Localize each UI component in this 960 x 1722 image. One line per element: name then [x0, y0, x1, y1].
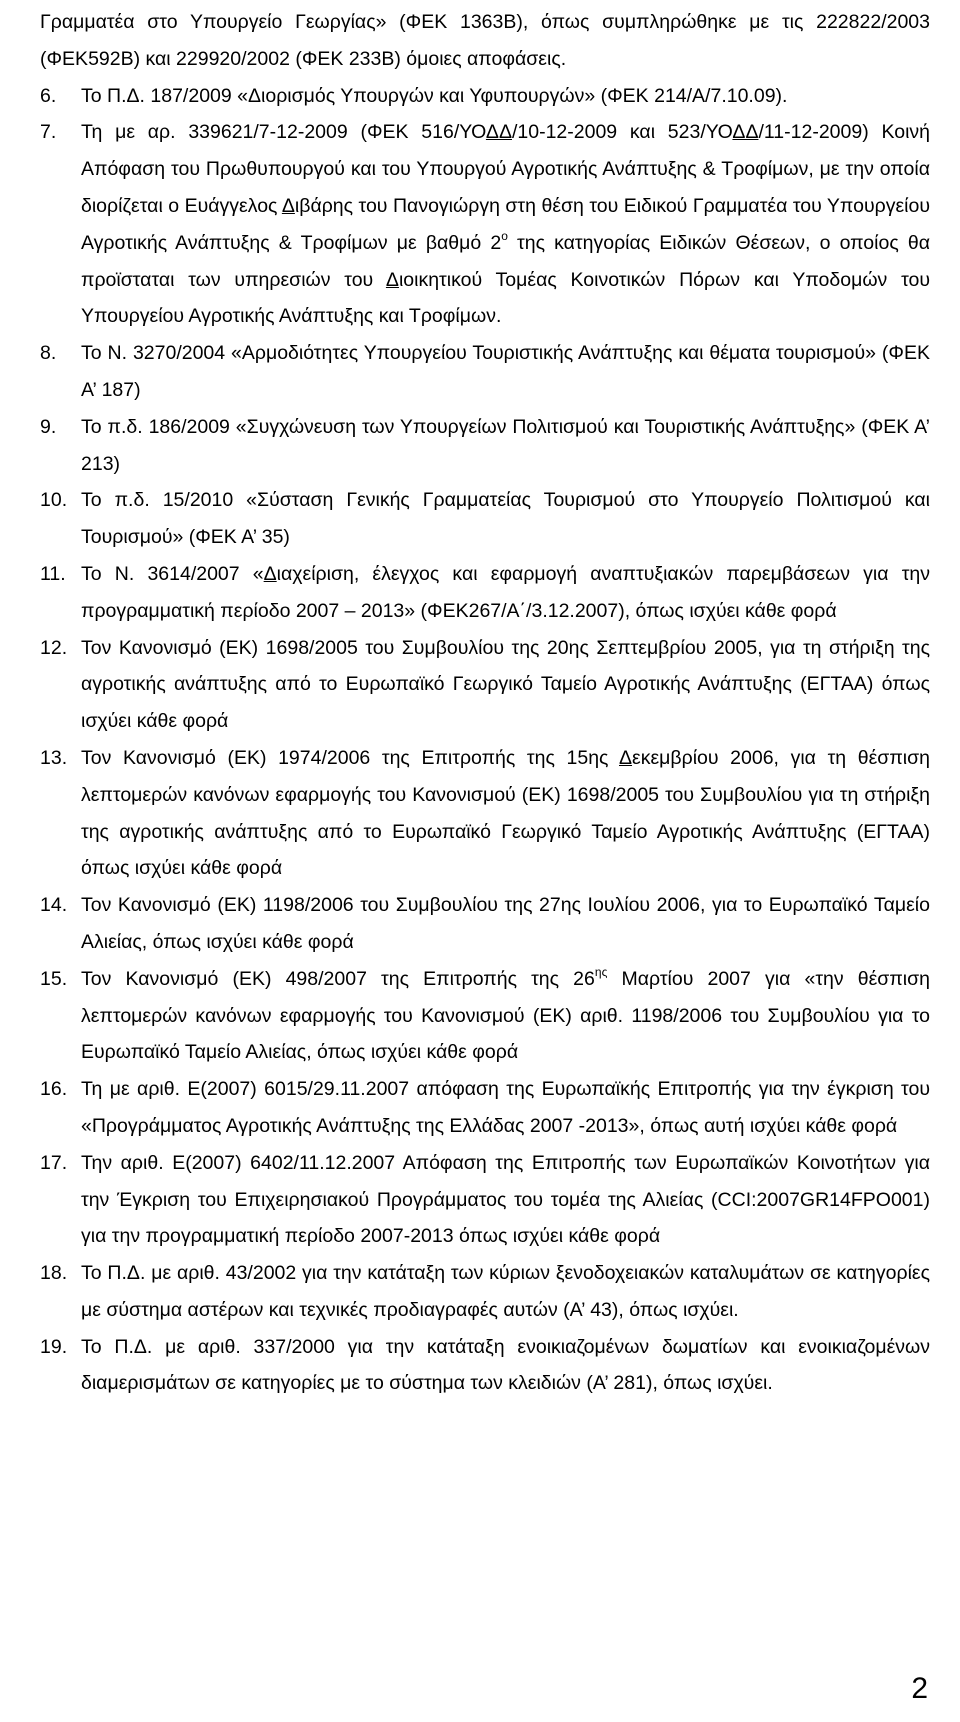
- item-text: Τη με αριθ. Ε(2007) 6015/29.11.2007 απόφαση της Ευρωπαϊκής Επιτροπής για την έγκριση του «Προγράμματος Αγροτικής Ανάπτυξης της Ελλάδας 2007 -2013», όπως αυτή ισχύει κάθε φορά: [81, 1078, 930, 1137]
- item-text: Τη με αρ. 339621/7-12-2009 (ΦΕΚ 516/ΥΟΔΔ/10-12-2009 και 523/ΥΟΔΔ/11-12-2009) Κοινή Απόφαση του Πρωθυπουργού και του Υπουργού Αγροτικής Ανάπτυξης & Τροφίμων, με την οποία διορίζεται ο Ευάγγελος Διβάρης του Πανογιώργη στη θέση του Ειδικού Γραμματέα του Υπουργείου Αγροτικής Ανάπτυξης & Τροφίμων με βαθμό $2^o$ της κατηγορίας Ειδικών Θέσεων, ο οποίος θα προϊσταται των υπηρεσιών του Διοικητικού Τομέας Κοινοτικών Πόρων και Υποδομών του Υπουργείου Αγροτικής Ανάπτυξης και Τροφίμων.: [81, 121, 931, 328]
- item-text: Τον Κανονισμό (ΕΚ) 498/2007 της Επιτροπής της $26^{\eta\varsigma}$ Μαρτίου 2007 για «την θέσπιση λεπτομερών κανόνων εφαρμογής του Κανονισμού (ΕΚ) αριθ. 1198/2006 του Συμβουλίου για το Ευρωπαϊκό Ταμείο Αλιείας, όπως ισχύει κάθε φορά: [81, 964, 931, 1064]
- item-text: Τον Κανονισμό (ΕΚ) 1974/2006 της Επιτροπής της 15ης Δεκεμβρίου 2006, για τη θέσπιση λεπτομερών κανόνων εφαρμογής του Κανονισμού (ΕΚ) 1698/2005 του Συμβουλίου για τη στήριξη της αγροτικής ανάπτυξης από το Ευρωπαϊκό Γεωργικό Ταμείο Αγροτικής Ανάπτυξης (ΕΓΤΑΑ) όπως ισχύει κάθε φορά: [81, 746, 930, 880]
- list-item: [40, 114, 930, 335]
- item-text: Το Π.Δ. με αριθ. 43/2002 για την κατάταξη των κύριων ξενοδοχειακών καταλυμάτων σε κατηγορίες με σύστημα αστέρων και τεχνικές προδιαγραφές αυτών (Α’ 43), όπως ισχύει.: [81, 1262, 930, 1321]
- list-item: [40, 961, 930, 1071]
- item-text: Το π.δ. 15/2010 «Σύσταση Γενικής Γραμματείας Τουρισμού στο Υπουργείο Πολιτισμού και Τουρισμού» (ΦΕΚ Α’ 35): [81, 489, 930, 549]
- item-number: 9.: [40, 415, 57, 438]
- item-text: Το π.δ. 186/2009 «Συγχώνευση των Υπουργείων Πολιτισμού και Τουριστικής Ανάπτυξης» (ΦΕΚ Α’ 213): [81, 415, 930, 475]
- page-number: 2: [911, 1672, 928, 1705]
- lead-paragraph: Γραμματέα στο Υπουργείο Γεωργίας» (ΦΕΚ 1363Β), όπως συμπληρώθηκε με τις 222822/2003 (ΦΕΚ592Β) και 229920/2002 (ΦΕΚ 233Β) όμοιες αποφάσεις.: [40, 11, 930, 70]
- item-number: 15.: [40, 967, 68, 990]
- item-text: Το Π.Δ. 187/2009 «Διορισμός Υπουργών και Υφυπουργών» (ΦΕΚ 214/Α/7.10.09).: [81, 84, 788, 107]
- list-item: [40, 1329, 930, 1403]
- item-text: Την αριθ. Ε(2007) 6402/11.12.2007 Απόφαση της Επιτροπής των Ευρωπαϊκών Κοινοτήτων για την Έγκριση του Επιχειρησιακού Προγράμματος του τομέα της Αλιείας (CCI:2007GR14FPO001) για την προγραμματική περίοδο 2007-2013 όπως ισχύει κάθε φορά: [81, 1151, 930, 1248]
- item-text: Το Ν. 3270/2004 «Αρμοδιότητες Υπουργείου Τουριστικής Ανάπτυξης και θέματα τουρισμού» (ΦΕΚ Α’ 187): [81, 342, 930, 401]
- item-text: Τον Κανονισμό (ΕΚ) 1698/2005 του Συμβουλίου της 20ης Σεπτεμβρίου 2005, για τη στήριξη της αγροτικής ανάπτυξης από το Ευρωπαϊκό Γεωργικό Ταμείο Αγροτικής Ανάπτυξης (ΕΓΤΑΑ) όπως ισχύει κάθε φορά: [81, 636, 930, 733]
- item-number: 8.: [40, 342, 57, 365]
- item-number: 6.: [40, 84, 57, 107]
- list-item: [40, 78, 930, 115]
- list-item: [40, 630, 930, 740]
- item-number: 10.: [40, 489, 68, 512]
- item-text: Τον Κανονισμό (ΕΚ) 1198/2006 του Συμβουλίου της 27ης Ιουλίου 2006, για το Ευρωπαϊκό Ταμείο Αλιείας, όπως ισχύει κάθε φορά: [81, 894, 930, 953]
- item-number: 11.: [40, 562, 66, 585]
- item-number: 16.: [40, 1078, 68, 1101]
- list-item: [40, 409, 930, 483]
- item-number: 19.: [40, 1335, 68, 1358]
- list-item: [40, 887, 930, 961]
- document-page: [40, 0, 930, 1402]
- item-number: 17.: [40, 1151, 68, 1174]
- item-number: 14.: [40, 894, 68, 917]
- item-number: 18.: [40, 1262, 68, 1285]
- item-number: 12.: [40, 636, 68, 659]
- list-item: [40, 335, 930, 409]
- list-item: [40, 1145, 930, 1255]
- list-item: [40, 740, 930, 887]
- item-text: Το Ν. 3614/2007 «Διαχείριση, έλεγχος και εφαρμογή αναπτυξιακών παρεμβάσεων για την προγραμματική περίοδο 2007 – 2013» (ΦΕΚ267/Α΄/3.12.2007), όπως ισχύει κάθε φορά: [81, 562, 930, 622]
- item-text: Το Π.Δ. με αριθ. 337/2000 για την κατάταξη ενοικιαζομένων δωματίων και ενοικιαζομένων διαμερισμάτων σε κατηγορίες με το σύστημα των κλειδιών (Α’ 281), όπως ισχύει.: [81, 1335, 930, 1395]
- list-item: [40, 482, 930, 556]
- item-number: 13.: [40, 746, 68, 769]
- list-item: [40, 1071, 930, 1145]
- legal-references-list: [40, 78, 930, 1403]
- list-item: [40, 1255, 930, 1329]
- list-item: [40, 556, 930, 630]
- item-number: 7.: [40, 121, 57, 144]
